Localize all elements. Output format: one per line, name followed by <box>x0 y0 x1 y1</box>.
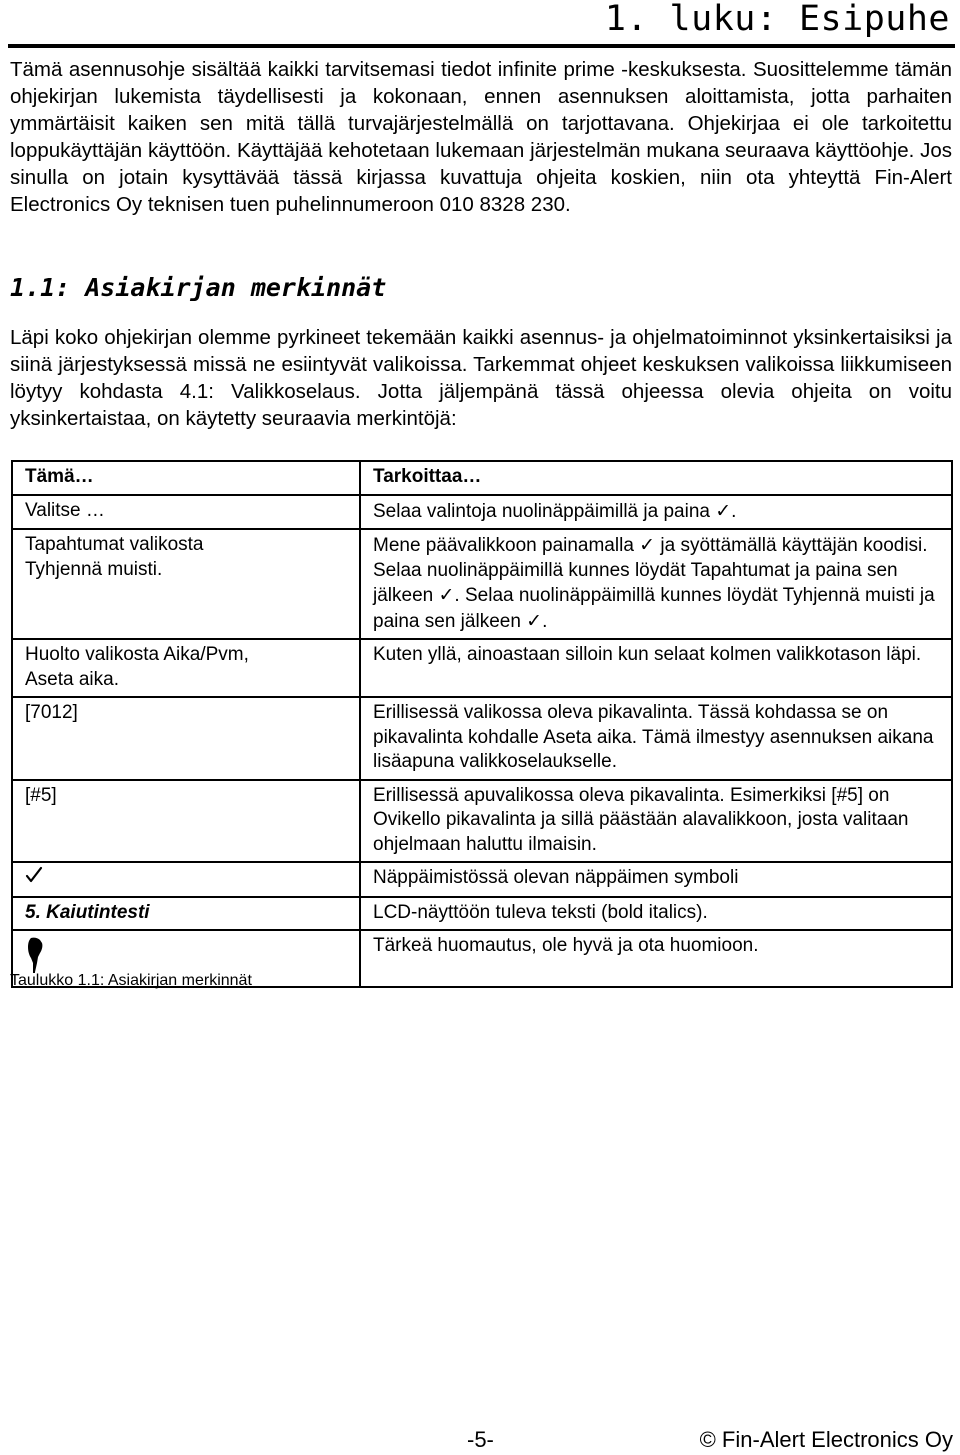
meaning-cell: Erillisessä apuvalikossa oleva pikavalinta. Esimerkiksi [#5] on Ovikello pikavalinta ja sillä päästään alavalikkoon, josta valitaan ohjelmaan haluttu ilmaisin. <box>360 780 952 863</box>
meaning-text: Mene päävalikkoon painamalla <box>373 535 640 556</box>
meaning-cell: Kuten yllä, ainoastaan silloin kun selaat kolmen valikkotason läpi. <box>360 639 952 697</box>
table-header-row <box>12 461 952 495</box>
meaning-cell <box>360 495 952 530</box>
meaning-cell: Tärkeä huomautus, ole hyvä ja ota huomioon. <box>360 930 952 987</box>
table-row <box>12 862 952 897</box>
notation-cell: Valitse … <box>12 495 360 530</box>
table-row <box>12 495 952 530</box>
meaning-cell: Erillisessä valikossa oleva pikavalinta. Tässä kohdassa se on pikavalinta kohdalle Aseta aika. Tämä ilmestyy asennuksen aikana lisäapuna valikkoselaukselle. <box>360 697 952 780</box>
check-icon <box>25 866 43 884</box>
check-icon: ✓ <box>715 499 732 522</box>
notation-table <box>11 460 953 988</box>
meaning-cell: LCD-näyttöön tuleva teksti (bold italics). <box>360 897 952 931</box>
table-row <box>12 697 952 780</box>
meaning-cell <box>360 529 952 639</box>
pointing-hand-icon <box>25 936 45 974</box>
table-row <box>12 529 952 639</box>
notation-cell: [7012] <box>12 697 360 780</box>
meaning-cell: Näppäimistössä olevan näppäimen symboli <box>360 862 952 897</box>
notation-line: Tapahtumat valikosta <box>25 534 204 555</box>
copyright: © Fin-Alert Electronics Oy <box>699 1427 953 1452</box>
table-row <box>12 639 952 697</box>
check-icon: ✓ <box>639 534 656 556</box>
table-header-left: Tämä… <box>12 461 360 495</box>
notation-line: Huolto valikosta Aika/Pvm, <box>25 644 249 665</box>
table-header-right: Tarkoittaa… <box>360 461 952 495</box>
check-icon: ✓ <box>438 584 455 606</box>
section-paragraph: Läpi koko ohjekirjan olemme pyrkineet tekemään kaikki asennus- ja ohjelmatoiminnot yksinkertaisiksi ja siinä järjestyksessä missä ne esiintyvät valikoissa. Tarkemmat ohjeet keskuksen valikoissa liikkumiseen löytyy kohdasta 4.1: Valikkoselaus. Jotta jäljempänä tässä ohjeessa olevia ohjeita on voitu yksinkertaistaa, on käytetty seuraavia merkintöjä: <box>10 326 952 430</box>
meaning-text: . <box>731 500 737 522</box>
table-row <box>12 780 952 863</box>
table-row <box>12 897 952 931</box>
notation-line: Aseta aika. <box>25 668 119 690</box>
intro-paragraph: Tämä asennusohje sisältää kaikki tarvitsemasi tiedot infinite prime -keskuksesta. Suosittelemme tämän ohjekirjan lukemista täydellisesti ja kokonaan, ennen asennuksen aloittamista, jotta parhaiten ymmärtäisit kaiken sen mitä tällä turvajärjestelmällä on tarjottavana. Ohjekirjaa ei ole tarkoitettu loppukäyttäjän käyttöön. Käyttäjää kehotetaan lukemaan järjestelmän mukana seuraava käyttöohje. Jos sinulla on jotain kysyttävää tässä kirjassa kuvattuja ohjeita koskien, niin ota yhteyttä Fin-Alert Electronics Oy teknisen tuen puhelinnumeroon 010 8328 230. <box>10 58 952 216</box>
notation-cell: [#5] <box>12 780 360 863</box>
meaning-text: ja syöttämällä käyttäjän koodisi. Selaa nuolinäppäimillä kunnes löydät Tapahtumat ja paina sen jälkeen <box>373 535 928 606</box>
meaning-text: . <box>542 610 548 632</box>
section-heading: 1.1: Asiakirjan merkinnät <box>10 273 387 302</box>
check-icon: ✓ <box>526 609 543 632</box>
table-caption: Taulukko 1.1: Asiakirjan merkinnät <box>10 972 252 989</box>
notation-line: Tyhjennä muisti. <box>25 558 163 580</box>
title-rule <box>8 44 955 48</box>
page-number: -5- <box>467 1427 494 1452</box>
meaning-text: Selaa valintoja nuolinäppäimillä ja paina <box>373 500 716 522</box>
notation-cell: 5. Kaiutintesti <box>12 897 360 931</box>
chapter-title: 1. luku: Esipuhe <box>604 0 950 39</box>
notation-cell <box>12 862 360 897</box>
notation-cell <box>12 639 360 697</box>
meaning-text: . Selaa nuolinäppäimillä kunnes löydät Tyhjennä muisti ja paina sen jälkeen <box>373 585 935 632</box>
notation-cell <box>12 529 360 639</box>
